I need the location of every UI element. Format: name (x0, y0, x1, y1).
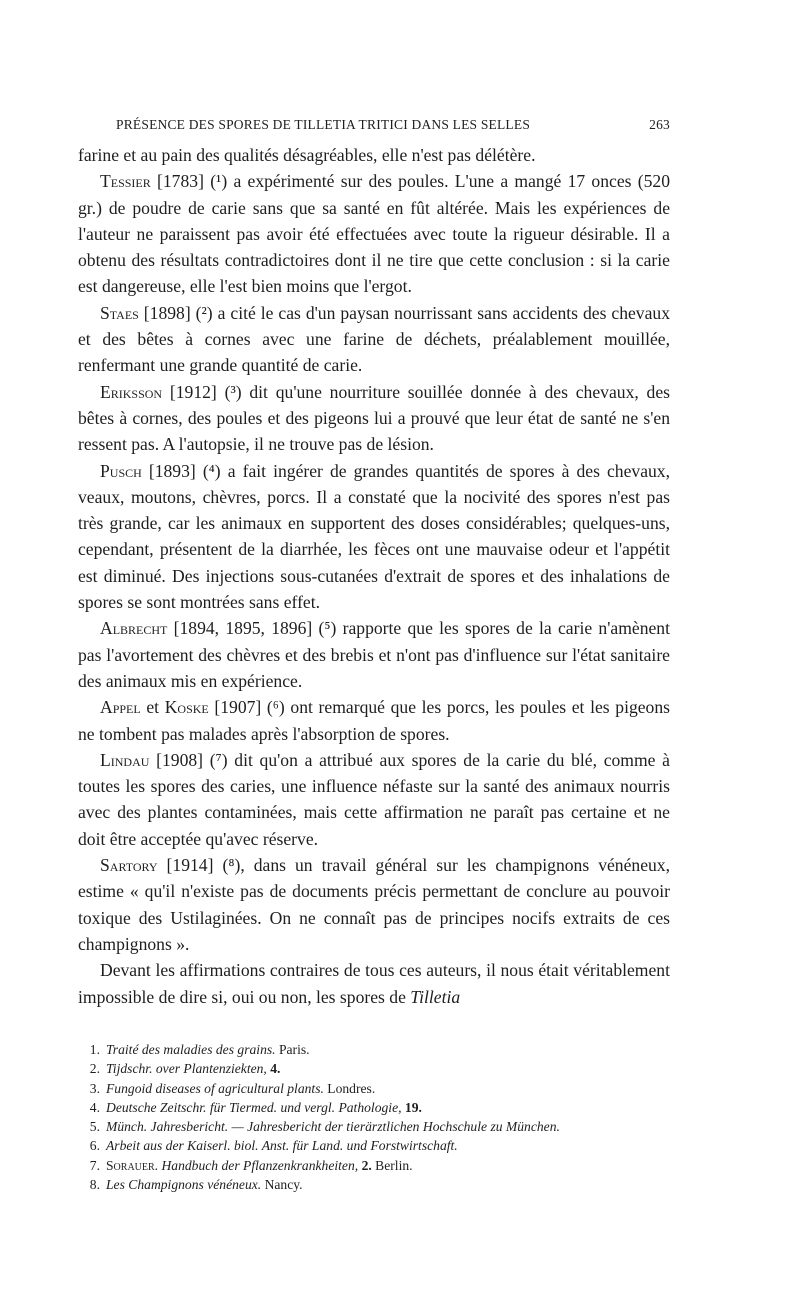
author-name: Koske (164, 697, 209, 718)
paragraph (78, 300, 670, 379)
footnote-text: Nancy. (261, 1177, 303, 1193)
paragraph-text: a expérimenté sur des poules. L'une a mangé 17 onces (520 gr.) de poudre de carie sans que sa santé en fût altérée. Mais les expériences de l'auteur ne paraissent pas avoir été effectuées avec toute la rigueur désirable. Il a obtenu des résultats contradictoires dont il ne tire que cette conclusion : si la carie est dangereuse, elle l'est bien moins que l'ergot. (78, 171, 670, 297)
paragraph (78, 168, 670, 299)
author-name: Tessier (100, 171, 151, 192)
paragraph-text: dit qu'une nourriture souillée donnée à des chevaux, des bêtes à cornes, des poules et des pigeons lui a prouvé que leur état de santé ne s'en ressent pas. A l'autopsie, il ne trouve pas de lésion. (78, 381, 670, 455)
citation-ref: [1914] (⁸) (166, 855, 241, 876)
footnote-number: 2. (89, 1061, 100, 1077)
footnote-volume: 4. (266, 1061, 281, 1077)
footnote (78, 1079, 670, 1098)
footnote-text: Paris. (275, 1042, 310, 1057)
conjunction: et (140, 697, 165, 718)
author-name: Albrecht (100, 618, 168, 639)
footnote-title: Traité des maladies des grains. (106, 1042, 276, 1057)
footnote-number: 8. (89, 1177, 100, 1193)
footnote-title: Deutsche Zeitschr. für Tiermed. und vergl. Pathologie, (106, 1099, 402, 1115)
footnote-author: Sorauer. (106, 1157, 159, 1173)
running-title: PRÉSENCE DES SPORES DE TILLETIA TRITICI DANS LES SELLES (116, 117, 531, 132)
footnote-number: 3. (89, 1080, 100, 1096)
citation-ref: [1908] (⁷) (156, 749, 228, 770)
footnote (78, 1175, 670, 1194)
paragraph-text: a cité le cas d'un paysan nourrissant sans accidents des chevaux et des bêtes à cornes avec une farine de déchets, préalablement mouillée, renfermant une grande quantité de carie. (78, 302, 670, 376)
footnote-text: Berlin. (371, 1157, 413, 1173)
footnote-title: Fungoid diseases of agricultural plants. (106, 1080, 324, 1096)
footnote-title: Münch. Jahresbericht. — Jahresbericht der tierärztlichen Hochschule zu München. (106, 1119, 560, 1135)
paragraph (78, 747, 670, 852)
citation-ref: [1893] (⁴) (148, 460, 221, 481)
running-head (78, 117, 670, 137)
genus-name: Tilletia (410, 986, 461, 1007)
footnotes (78, 1040, 670, 1194)
footnote (78, 1059, 670, 1078)
author-name: Staes (100, 302, 139, 323)
footnote (78, 1117, 670, 1136)
footnote-number: 1. (89, 1042, 100, 1057)
author-name: Eriksson (100, 381, 163, 402)
footnote-number: 4. (89, 1099, 100, 1115)
paragraph-text: farine et au pain des qualités désagréables, elle n'est pas délétère. (78, 145, 536, 165)
author-name: Lindau (100, 749, 150, 770)
footnote (78, 1136, 670, 1155)
citation-ref: [1912] (³) (169, 381, 242, 402)
paragraph (78, 142, 670, 168)
paragraph (78, 957, 670, 1010)
footnote-volume: 2. (358, 1157, 372, 1173)
citation-ref: [1907] (⁶) (208, 697, 285, 718)
footnote-title: Tijdschr. over Plantenziekten, (106, 1061, 267, 1077)
paragraph-text: rapporte que les spores de la carie n'amènent pas l'avortement des chèvres et des brebis et n'ont pas d'influence sur l'état sanitaire des animaux mis en expérience. (78, 618, 670, 691)
footnote-volume: 19. (401, 1099, 422, 1115)
footnote (78, 1040, 670, 1059)
footnote-title: Les Champignons vénéneux. (106, 1177, 262, 1193)
paragraph (78, 379, 670, 458)
footnote-number: 7. (89, 1157, 100, 1173)
footnote-title: Handbuch der Pflanzenkrankheiten, (158, 1157, 359, 1173)
citation-ref: [1894, 1895, 1896] (⁵) (173, 618, 337, 639)
paragraph (78, 852, 670, 957)
paragraph-text: a fait ingérer de grandes quantités de spores à des chevaux, veaux, moutons, chèvres, porcs. Il a constaté que la nocivité des spores n'est pas très grande, car les animaux en supportent des doses considérables; quelques-uns, cependant, présentent de la diarrhée, les fèces ont une mauvaise odeur et l'appétit est diminué. Des injections sous-cutanées d'extrait de spores et des inhalations de spores se sont montrées sans effet. (78, 460, 670, 613)
author-name: Appel (100, 697, 141, 718)
footnote-text: Londres. (323, 1080, 376, 1096)
paragraph (78, 694, 670, 747)
author-name: Pusch (100, 460, 142, 481)
citation-ref: [1898] (²) (143, 302, 213, 323)
footnote-number: 6. (89, 1138, 100, 1154)
body-text (78, 142, 670, 1010)
paragraph-text: , dans un travail général sur les champignons vénéneux, estime « qu'il n'existe pas de documents précis permettant de conclure au pouvoir toxique des Ustilaginées. On ne connaît pas de principes nocifs extraits de ces champignons ». (78, 855, 670, 954)
citation-ref: [1783] (¹) (157, 171, 228, 192)
paragraph (78, 458, 670, 616)
paragraph (78, 615, 670, 694)
footnote-number: 5. (89, 1119, 100, 1135)
page-number: 263 (649, 117, 670, 132)
paragraph-text: dit qu'on a attribué aux spores de la carie du blé, comme à toutes les spores des caries, une influence néfaste sur la santé des animaux nourris avec des plantes contaminées, mais cette affirmation ne paraît pas certaine et ne doit être acceptée qu'avec réserve. (78, 749, 670, 849)
footnote (78, 1098, 670, 1117)
paragraph-text: ont remarqué que les porcs, les poules et les pigeons ne tombent pas malades après l'absorption de spores. (78, 697, 671, 744)
author-name: Sartory (100, 855, 158, 876)
paragraph-text: Devant les affirmations contraires de tous ces auteurs, il nous était véritablement impossible de dire si, oui ou non, les spores de (78, 960, 670, 1007)
footnote-title: Arbeit aus der Kaiserl. biol. Anst. für Land. und Forstwirtschaft. (106, 1138, 458, 1154)
footnote (78, 1156, 670, 1175)
